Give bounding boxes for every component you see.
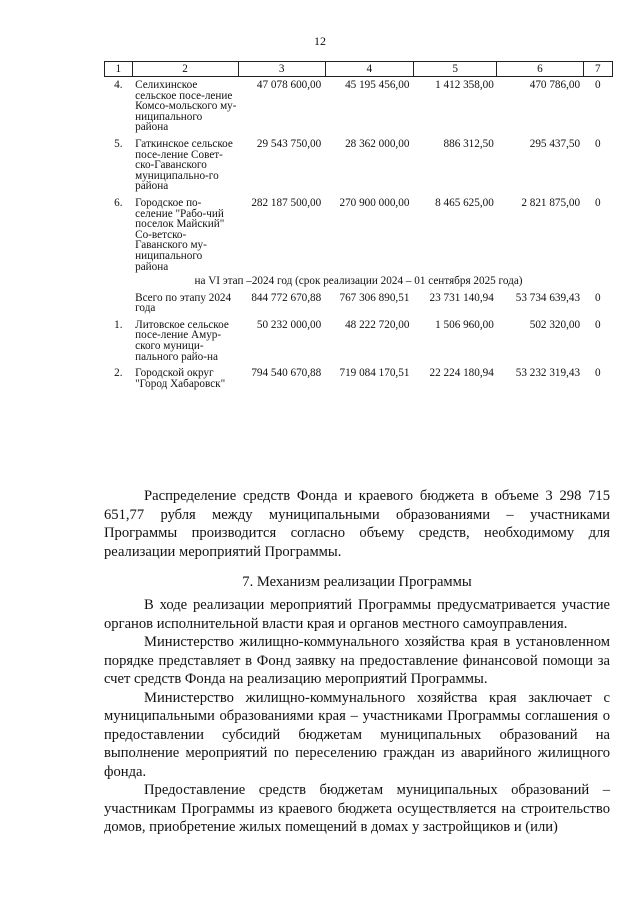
fund-amount: 45 195 456,00 bbox=[345, 79, 410, 91]
fund-amount: 767 306 890,51 bbox=[339, 291, 410, 304]
fund-amount: 48 222 720,00 bbox=[345, 318, 410, 331]
table-row bbox=[105, 362, 613, 389]
row-number bbox=[105, 287, 133, 314]
local-amount: 295 437,50 bbox=[529, 137, 581, 150]
fund-amount: 28 362 000,00 bbox=[345, 137, 410, 150]
extra-amount: 0 bbox=[594, 79, 601, 91]
funding-table bbox=[104, 61, 613, 389]
row-number: 2. bbox=[114, 367, 123, 380]
page-number: 12 bbox=[314, 34, 326, 48]
row-number: 1. bbox=[114, 318, 123, 331]
table-row bbox=[105, 314, 613, 362]
table-row bbox=[105, 133, 613, 192]
total-amount: 794 540 670,88 bbox=[251, 367, 322, 380]
row-number: 4. bbox=[114, 79, 123, 91]
section-title: 7. Механизм реализации Программы bbox=[242, 574, 472, 590]
fund-amount: 270 900 000,00 bbox=[339, 196, 410, 209]
municipality-name: Всего по этапу 2024 года bbox=[135, 291, 232, 315]
body-text bbox=[104, 487, 610, 561]
section-body bbox=[104, 596, 610, 837]
extra-amount: 0 bbox=[594, 291, 601, 304]
section-block bbox=[104, 573, 610, 592]
paragraph-funds-provision: Предоставление средств бюджетам муниципальных образований – участникам Программы из краевого бюджета осуществляется на строительство домов, приобретение жилых помещений в домах у застройщиков и (или) bbox=[104, 782, 610, 835]
paragraph-distribution: Распределение средств Фонда и краевого бюджета в объеме 3 298 715 651,77 рубля между муниципальными образованиями – участниками Программы производится согласно объему средств, необходимому для реализации мероприятий Программы. bbox=[104, 488, 610, 560]
header-cell: 2 bbox=[132, 62, 238, 77]
paragraph-ministry-agreements: Министерство жилищно-коммунального хозяйства края заключает с муниципальными образованиями края – участниками Программы соглашения о предоставлении субсидий бюджетам муниципальных образований на выполнение мероприятий по переселению граждан из аварийного жилищного фонда. bbox=[104, 689, 610, 780]
municipality-name: Селихинское сельское посе-ление Комсо-мольского му-ниципального района bbox=[135, 79, 237, 134]
regional-amount: 23 731 140,94 bbox=[429, 291, 494, 304]
table-row bbox=[105, 77, 613, 133]
extra-amount: 0 bbox=[594, 196, 601, 209]
regional-amount: 886 312,50 bbox=[443, 137, 494, 150]
header-cell: 7 bbox=[583, 62, 612, 77]
total-amount: 844 772 670,88 bbox=[251, 291, 322, 304]
municipality-name: Гаткинское сельское посе-ление Совет-ско-Гаванского муниципально-го района bbox=[135, 137, 233, 193]
row-number: 6. bbox=[114, 196, 123, 209]
table-header-row bbox=[105, 62, 613, 77]
total-amount: 29 543 750,00 bbox=[256, 137, 322, 150]
local-amount: 53 232 319,43 bbox=[515, 367, 581, 380]
header-cell: 4 bbox=[325, 62, 413, 77]
row-number: 5. bbox=[114, 137, 123, 150]
extra-amount: 0 bbox=[594, 318, 601, 331]
local-amount: 2 821 875,00 bbox=[521, 196, 581, 209]
paragraph-ministry-application: Министерство жилищно-коммунального хозяйства края в установленном порядке представляет в Фонд заявку на предоставление финансовой помощи за счет средств Фонда на реализацию мероприятий Программы. bbox=[104, 634, 610, 687]
total-amount: 282 187 500,00 bbox=[251, 196, 322, 209]
regional-amount: 1 412 358,00 bbox=[435, 79, 494, 91]
header-cell: 5 bbox=[413, 62, 496, 77]
table-row bbox=[105, 192, 613, 272]
total-amount: 50 232 000,00 bbox=[256, 318, 322, 331]
table-row bbox=[105, 287, 613, 314]
header-cell: 1 bbox=[105, 62, 133, 77]
fund-amount: 719 084 170,51 bbox=[339, 367, 410, 380]
municipality-name: Литовское сельское посе-ление Амур-ского муници-пального райо-на bbox=[135, 318, 229, 363]
paragraph-participation: В ходе реализации мероприятий Программы предусматривается участие органов исполнительной власти края и органов местного самоуправления. bbox=[104, 597, 610, 632]
stage-row bbox=[105, 272, 613, 287]
total-amount: 47 078 600,00 bbox=[256, 79, 322, 91]
local-amount: 470 786,00 bbox=[529, 79, 581, 91]
regional-amount: 8 465 625,00 bbox=[435, 196, 494, 209]
header-cell: 3 bbox=[238, 62, 325, 77]
regional-amount: 22 224 180,94 bbox=[429, 367, 494, 380]
municipality-name: Городское по-селение "Рабо-чий поселок Майский" Со-ветско-Гаванского му-ниципального района bbox=[135, 196, 225, 273]
regional-amount: 1 506 960,00 bbox=[435, 318, 494, 331]
local-amount: 53 734 639,43 bbox=[515, 291, 581, 304]
municipality-name: Городской округ "Город Хабаровск" bbox=[135, 367, 226, 390]
header-cell: 6 bbox=[497, 62, 583, 77]
extra-amount: 0 bbox=[594, 367, 601, 380]
local-amount: 502 320,00 bbox=[529, 318, 581, 331]
stage-title: на VI этап –2024 год (срок реализации 2024 – 01 сентября 2025 года) bbox=[194, 275, 523, 288]
extra-amount: 0 bbox=[594, 137, 601, 150]
